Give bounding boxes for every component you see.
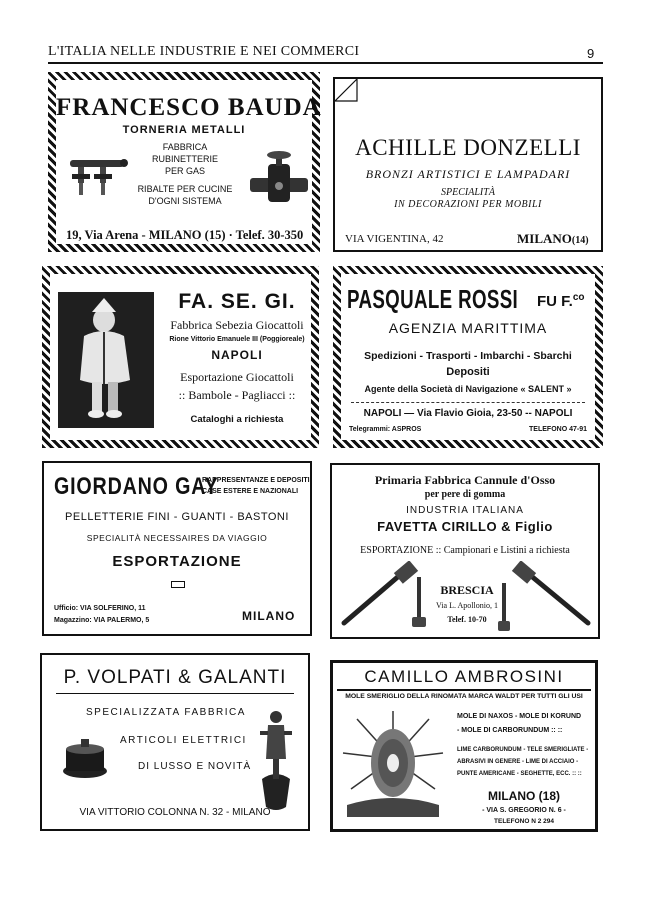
ambrosini-name: CAMILLO AMBROSINI	[364, 667, 564, 686]
volpati-line1: SPECIALIZZATA FABBRICA	[86, 707, 246, 718]
grinding-wheel-illustration	[339, 709, 447, 819]
volpati-line3: DI LUSSO E NOVITÀ	[138, 761, 252, 772]
ambrosini-name-rule	[337, 689, 591, 691]
bauda-subtitle: TORNERIA METALLI	[122, 124, 246, 136]
gay-office: Ufficio: VIA SOLFERINO, 11	[54, 605, 146, 612]
gay-warehouse: Magazzino: VIA PALERMO, 5	[54, 617, 150, 624]
favetta-line2: per pere di gomma	[424, 489, 506, 500]
fasegi-line5: Cataloghi a richiesta	[190, 414, 284, 425]
ad-favetta-cirillo	[330, 463, 600, 639]
gay-line1: PELLETTERIE FINI - GUANTI - BASTONI	[65, 511, 289, 523]
gas-tap-illustration	[64, 154, 130, 200]
gay-ornament	[171, 581, 185, 588]
donzelli-line3: IN DECORAZIONI PER MOBILI	[394, 199, 542, 210]
ambrosini-address: - VIA S. GREGORIO N. 6 -	[482, 807, 566, 814]
gay-name: GIORDANO GAY	[54, 473, 219, 500]
rossi-address: NAPOLI — Via Flavio Gioia, 23-50 -- NAPOLI	[363, 408, 573, 419]
volpati-line2: ARTICOLI ELETTRICI	[120, 735, 247, 746]
bauda-line: D'OGNI SISTEMA	[148, 196, 222, 206]
rossi-line4: Agente della Società di Navigazione « SALENT »	[364, 384, 572, 394]
donzelli-city-code: (14)	[571, 235, 589, 246]
clown-doll-illustration	[58, 292, 154, 428]
rossi-telegram: Telegrammi: ASPROS	[349, 426, 422, 433]
clown-doll-photo	[58, 292, 154, 428]
rossi-phone: TELEFONO 47-91	[529, 426, 587, 433]
fasegi-line2: Rione Vittorio Emanuele III (Poggioreale)	[169, 336, 305, 343]
ambrosini-item: MOLE DI NAXOS - MOLE DI KORUND	[457, 713, 582, 720]
ad-camillo-ambrosini	[330, 660, 598, 832]
ambrosini-city: MILANO (18)	[488, 789, 560, 803]
volpati-name: P. VOLPATI & GALANTI	[63, 667, 287, 688]
fasegi-city: NAPOLI	[211, 348, 263, 362]
bone-cannula-right-illustration	[508, 561, 594, 629]
gay-city: MILANO	[242, 609, 296, 623]
donzelli-city-name: MILANO	[517, 231, 572, 246]
favetta-line3: INDUSTRIA ITALIANA	[406, 505, 524, 516]
fasegi-line3: Esportazione Giocattoli	[180, 370, 294, 384]
grinding-wheel-photo	[339, 709, 447, 819]
figurine-illustration	[256, 707, 296, 817]
favetta-name: FAVETTA CIRILLO & Figlio	[377, 519, 553, 534]
favetta-line1: Primaria Fabbrica Cannule d'Osso	[374, 473, 556, 487]
ad-fasegi	[42, 266, 319, 448]
bone-cannula-small-illustration	[410, 573, 428, 633]
volpati-address: VIA VITTORIO COLONNA N. 32 - MILANO	[79, 807, 271, 818]
donzelli-address: VIA VIGENTINA, 42	[345, 233, 444, 245]
rossi-line3: Depositi	[446, 366, 490, 378]
donzelli-line2: SPECIALITÀ	[441, 187, 495, 198]
bauda-line: PER GAS	[164, 166, 205, 176]
ad-achille-donzelli	[333, 77, 603, 252]
rossi-dotted-divider	[351, 402, 585, 403]
header-rule	[48, 62, 603, 64]
ambrosini-banner: MOLE SMERIGLIO DELLA RINOMATA MARCA WALDT PER TUTTI GLI USI	[345, 693, 583, 700]
fasegi-line1: Fabbrica Sebezia Giocattoli	[170, 318, 304, 332]
donzelli-name: ACHILLE DONZELLI	[355, 135, 581, 160]
fasegi-name: FA. SE. GI.	[178, 290, 296, 313]
ambrosini-item: - MOLE DI CARBORUNDUM :: ::	[457, 727, 563, 734]
ad-volpati-galanti	[40, 653, 310, 831]
ad-giordano-gay	[42, 461, 312, 636]
donzelli-city	[517, 231, 589, 247]
donzelli-line1: BRONZI ARTISTICI E LAMPADARI	[365, 167, 571, 181]
favetta-line4: ESPORTAZIONE :: Campionari e Listini a richiesta	[360, 545, 570, 556]
rossi-suffix-sup: co	[572, 292, 585, 303]
electric-lamp-illustration	[60, 735, 110, 781]
gay-line2: SPECIALITÀ NECESSAIRES DA VIAGGIO	[86, 533, 268, 543]
corner-fold-ornament	[335, 79, 359, 103]
rossi-name: PASQUALE ROSSI	[347, 284, 519, 314]
fasegi-line4: :: Bambole - Pagliacci ::	[178, 388, 296, 402]
ambrosini-item: LIME CARBORUNDUM - TELE SMERIGLIATE -	[457, 747, 589, 753]
page-number: 9	[587, 46, 595, 61]
gay-tag2: CASE ESTERE E NAZIONALI	[202, 488, 299, 495]
favetta-address: Via L. Apollonio, 1	[436, 601, 498, 610]
favetta-city: BRESCIA	[440, 583, 494, 597]
bauda-name: FRANCESCO BAUDA	[56, 94, 322, 121]
rossi-suffix-text: FU F.	[537, 293, 573, 310]
gay-tag1: RAPPRESENTANZE E DEPOSITI	[202, 477, 310, 484]
ambrosini-item: PUNTE AMERICANE - SEGHETTE, ECC. :: ::	[457, 771, 582, 777]
ad-pasquale-rossi	[333, 266, 603, 448]
ambrosini-item: ABRASIVI IN GENERE - LIME DI ACCIAIO -	[457, 759, 579, 765]
ambrosini-phone: TELEFONO N 2 294	[494, 818, 554, 825]
volpati-title-rule	[56, 693, 294, 694]
rossi-suffix	[537, 292, 585, 310]
gay-line3: ESPORTAZIONE	[112, 553, 242, 570]
ad-francesco-bauda	[48, 72, 320, 252]
rossi-line2: Spedizioni - Trasporti - Imbarchi - Sbarchi	[364, 350, 572, 362]
bauda-line: RIBALTE PER CUCINE	[137, 184, 233, 194]
bauda-line: FABBRICA	[162, 142, 208, 152]
valve-illustration	[246, 150, 312, 212]
favetta-phone: Telef. 10-70	[447, 615, 487, 624]
bauda-line: RUBINETTERIE	[151, 154, 218, 164]
bauda-footer: 19, Via Arena - MILANO (15) · Telef. 30-350	[66, 228, 304, 242]
rossi-line1: AGENZIA MARITTIMA	[388, 320, 548, 336]
running-title: L'ITALIA NELLE INDUSTRIE E NEI COMMERCI	[48, 44, 360, 59]
